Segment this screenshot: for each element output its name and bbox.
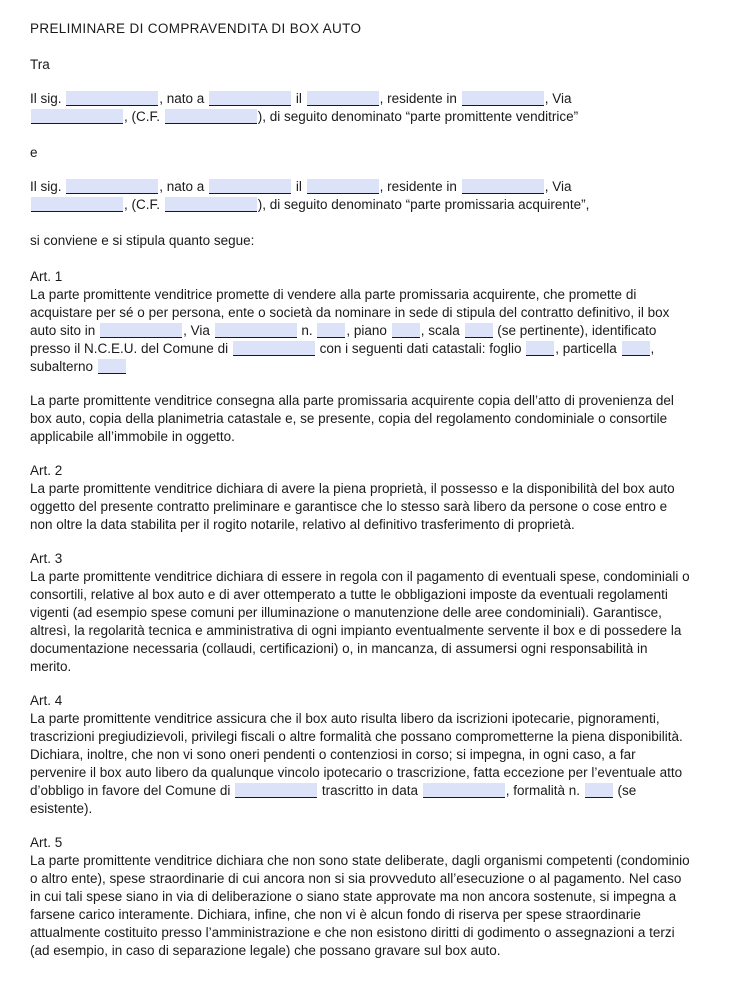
spacer [30,74,720,90]
seller-birthplace-field[interactable] [209,91,291,106]
article-1-heading: Art. 1 [30,269,63,284]
article-4-text-4: (se esistente). [30,783,637,816]
stipula-line: si conviene e si stipula quanto segue: [30,233,255,248]
buyer-birthplace-field[interactable] [209,179,291,194]
page-title: PRELIMINARE DI COMPRAVENDITA DI BOX AUTO [30,21,362,36]
party-buyer-born-on-label: il [295,179,302,194]
seller-street-field[interactable] [31,109,123,124]
article-1-text-4: , piano [346,323,387,338]
buyer-name-field[interactable] [66,179,158,194]
art1-number-field[interactable] [317,323,345,338]
art1-floor-field[interactable] [392,323,420,338]
article-2-body: La parte promittente venditrice dichiara di avere la piena proprietà, il possesso e la disponibilità del box auto oggetto del presente contratto preliminare e garantisce che lo stesso sarà libero da persone o cose entro e non oltre la data stabilita per il rogito notarile, relativo al definitivo trasferimento di proprietà. [30,481,675,532]
article-1-text-6: (se pertinente), identificato presso il N.C.E.U. del Comune di [30,323,657,356]
article-4-text-1: La parte promittente venditrice assicura che il box auto risulta libero da iscrizioni ipotecarie, pignoramenti, trascrizioni pregiudizievoli, privilegi fiscali o altre formalità che possano comprometterne la piena disponibilità. Dichiara, inoltre, che non vi sono oneri pendenti o contenziosi in corso; si impegna, in ogni caso, a far pervenire il box auto libero da qualunque vincolo ipotecario o trascrizione, fatta eccezione per l’eventuale atto d’obbligo in favore del Comune di [30,711,683,798]
party-buyer-street-label: , Via [544,179,572,194]
spacer [30,446,720,462]
article-1-text-9: , subalterno [30,341,655,374]
art1-city-field[interactable] [100,323,182,338]
party-seller-born-in-label: , nato a [159,91,205,106]
spacer [30,38,720,56]
spacer [30,818,720,834]
party-seller-residing-label: , residente in [379,91,457,106]
article-3-body: La parte promittente venditrice dichiara di essere in regola con il pagamento di eventuali spese, condominiali o consortili, relative al box auto e di aver ottemperato a tutte le obbligazioni imposte da eventuali regolamenti vigenti (ad esempio spese comuni per illuminazione o manutenzione delle aree condominiali). Garantisce, altresì, la regolarità tecnica e amministrativa di ogni impianto eventualmente servente il box e di possedere la documentazione necessaria (collaudi, certificazioni) o, in mancanza, di assumersi ogni responsabilità in merito. [30,569,690,674]
party-buyer-cf-close-label: ), di seguito denominato “parte promissaria acquirente”, [257,197,590,212]
article-1-text-7: con i seguenti dati catastali: foglio [319,341,522,356]
intro-tra-label: Tra [30,57,50,72]
art4-municipality-field[interactable] [235,783,317,798]
seller-name-field[interactable] [66,91,158,106]
article-5-body: La parte promittente venditrice dichiara che non sono state deliberate, dagli organismi competenti (condominio o altro ente), spese straordinarie di cui ancora non si sia provveduto all’esecuzione o al pagamento. Nel caso in cui tali spese siano in via di deliberazione o siano state approvate ma non ancora sostenute, si impegna a farsene carico interamente. Dichiara, infine, che non vi è alcun fondo di riserva per spese straordinarie attualmente costituito presso l’amministrazione e che non esistono diritti di godimento o assegnazioni a terzi (ad esempio, in caso di separazione legale) che possano gravare sul box auto. [30,853,690,958]
article-1-text-8: , particella [555,341,617,356]
seller-birthdate-field[interactable] [307,91,379,106]
art1-subunit-field[interactable] [98,359,126,374]
seller-residence-field[interactable] [462,91,544,106]
party-seller-block [30,90,692,126]
party-seller-street-label: , Via [544,91,572,106]
article-1-text-5: , scala [420,323,460,338]
buyer-birthdate-field[interactable] [307,179,379,194]
article-4-body [30,710,692,818]
article-2-heading: Art. 2 [30,463,63,478]
party-seller-cf-open-label: , (C.F. [124,109,160,124]
spacer [30,676,720,692]
art1-staircase-field[interactable] [465,323,493,338]
article-5-heading: Art. 5 [30,835,63,850]
article-3-heading: Art. 3 [30,551,63,566]
art1-municipality-field[interactable] [233,341,315,356]
party-buyer-block [30,178,692,214]
buyer-residence-field[interactable] [462,179,544,194]
art1-parcel-field[interactable] [622,341,650,356]
article-1-paragraph-2: La parte promittente venditrice consegna alla parte promissaria acquirente copia dell’atto di provenienza del box auto, copia della planimetria catastale e, se presente, copia del regolamento condominiale o consortile applicabile all’immobile in oggetto. [30,393,674,444]
article-1-text-1: La parte promittente venditrice promette di vendere alla parte promissaria acquirente, che promette di acquistare per sé o per persona, ente o società da nominare in sede di stipula del contratto definitivo, il box auto sito in [30,287,670,338]
art1-street-field[interactable] [215,323,297,338]
spacer [30,250,720,268]
party-buyer-lead-label: Il sig. [30,179,62,194]
party-seller-cf-close-label: ), di seguito denominato “parte promittente venditrice” [257,109,579,124]
intro-e-label: e [30,145,38,160]
article-4-text-3: , formalità n. [505,783,581,798]
party-seller-lead-label: Il sig. [30,91,62,106]
article-1-text-3: n. [301,323,313,338]
buyer-fiscal-code-field[interactable] [165,197,257,212]
buyer-street-field[interactable] [31,197,123,212]
art1-sheet-field[interactable] [526,341,554,356]
spacer [30,126,720,144]
spacer [30,214,720,232]
article-4-heading: Art. 4 [30,693,63,708]
party-buyer-born-in-label: , nato a [159,179,205,194]
spacer [30,534,720,550]
spacer [30,376,720,392]
art4-formality-number-field[interactable] [585,783,613,798]
party-buyer-residing-label: , residente in [379,179,457,194]
seller-fiscal-code-field[interactable] [165,109,257,124]
party-buyer-cf-open-label: , (C.F. [124,197,160,212]
art4-date-field[interactable] [423,783,505,798]
article-4-text-2: trascritto in data [321,783,418,798]
party-seller-born-on-label: il [295,91,302,106]
article-1-body [30,286,692,376]
article-1-text-2: , Via [183,323,210,338]
spacer [30,162,720,178]
